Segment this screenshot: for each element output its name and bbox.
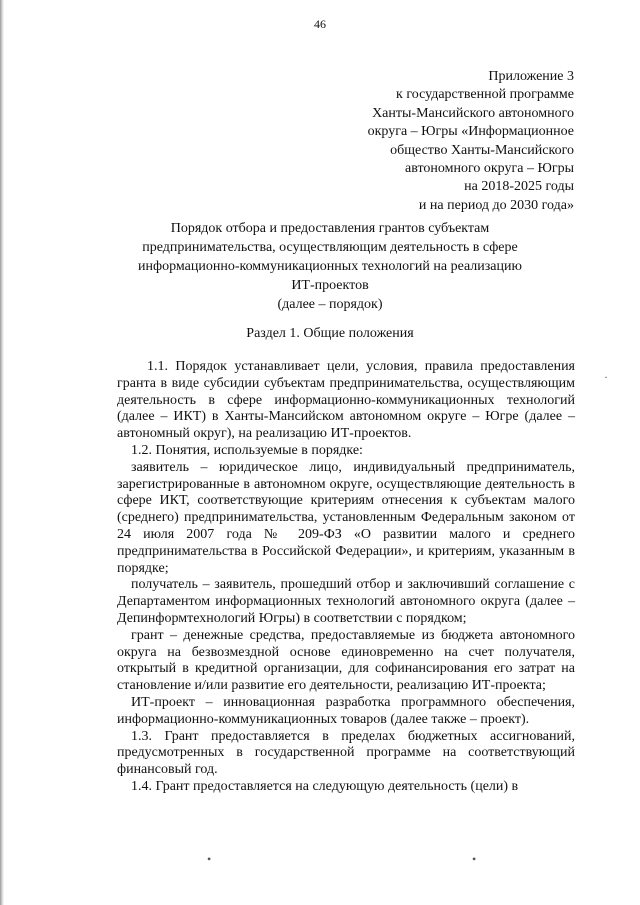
appendix-line: Приложение 3 [488,69,574,84]
appendix-line: Ханты-Мансийского автономного [372,105,574,121]
page-number: 46 [314,17,326,31]
definition-it-project: ИТ-проект – инновационная разработка программного обеспечения, информационно-коммуникационных товаров (далее также – проект). [117,694,575,727]
document-title [70,219,590,314]
section-heading: Раздел 1. Общие положения [246,326,414,341]
margin-mark-right: · [604,370,608,384]
title-line: (далее – порядок) [277,297,383,312]
appendix-line: к государственной программе [396,87,574,103]
appendix-line: округа – Югры «Информационное [367,124,574,140]
paragraph-1-1: 1.1. Порядок устанавливает цели, условия, правила предоставления гранта в виде субсидии субъектам предпринимательства, осуществляющим деятельность в сфере информационно-коммуникационных технологий (далее – ИКТ) в Ханты-Мансийском автономном округе – Югре (далее – автономный округ), на реализацию ИТ-проектов. [117,359,575,442]
scan-dot-left: • [207,852,212,866]
paragraph-1-2: 1.2. Понятия, используемые в порядке: [131,442,363,458]
title-line: информационно-коммуникационных технологий на реализацию [138,259,522,274]
definition-recipient: получатель – заявитель, прошедший отбор и заключивший соглашение с Департаментом информационных технологий автономного округа (далее – Депинформтехнологий Югры) в соответствии с порядком; [117,577,575,626]
appendix-line: автономного округа – Югры [405,161,574,177]
paragraph-1-3: 1.3. Грант предоставляется в пределах бюджетных ассигнований, предусмотренных в государственной программе на соответствующий финансовый год. [117,728,575,778]
document-body [117,359,575,796]
appendix-line: общество Ханты-Мансийского [390,142,574,158]
appendix-line: и на период до 2030 года» [418,197,574,213]
appendix-header [274,68,574,215]
definition-applicant: заявитель – юридическое лицо, индивидуальный предприниматель, зарегистрированные в автономном округе, осуществляющие деятельность в сфере ИКТ, соответствующие критериям отнесения к субъектам малого (среднего) предпринимательства, установленным Федеральным законом от 24 июля 2007 года № 209-ФЗ «О развитии малого и среднего предпринимательства в Российской Федерации», и критериям, указанным в порядке; [117,459,575,576]
title-line: предпринимательства, осуществляющим деятельность в сфере [142,240,518,255]
scan-edge-shadow [0,0,4,905]
paragraph-1-4: 1.4. Грант предоставляется на следующую деятельность (цели) в [131,778,519,794]
definition-grant: грант – денежные средства, предоставляемые из бюджета автономного округа на безвозмездной основе единовременно на счет получателя, открытый в кредитной организации, для софинансирования его затрат на становление и/или развитие его деятельности, реализацию ИТ-проекта; [117,627,575,694]
scan-dot-right: • [472,852,477,866]
title-line: ИТ-проектов [291,278,369,293]
title-line: Порядок отбора и предоставления грантов субъектам [170,221,490,236]
appendix-line: на 2018-2025 годы [464,179,574,195]
